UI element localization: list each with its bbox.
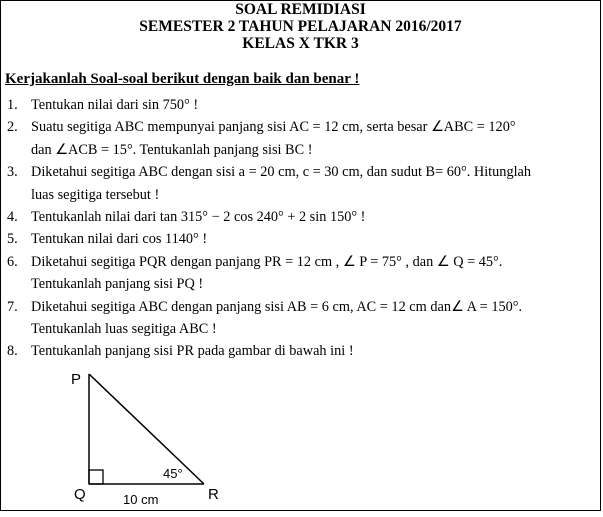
vertex-q-label: Q [74, 486, 86, 503]
question-item [5, 161, 599, 206]
question-text: Tentukanlah panjang sisi PQ ! [31, 276, 204, 293]
question-number: 7. [7, 298, 18, 315]
question-text: Tentukanlah panjang sisi PR pada gambar di bawah ini ! [31, 343, 354, 360]
vertex-r-label: R [208, 486, 219, 503]
title: SOAL REMIDIASI [235, 1, 366, 18]
question-item [5, 206, 599, 228]
question-text: Tentukan nilai dari cos 1140° ! [31, 231, 208, 248]
question-item [5, 228, 599, 250]
question-number: 4. [7, 209, 18, 226]
question-item [5, 340, 599, 362]
side-pr [89, 374, 204, 484]
question-list [5, 94, 599, 363]
question-text: dan ∠ACB = 15°. Tentukanlah panjang sisi BC ! [31, 141, 313, 158]
right-angle-mark [89, 470, 103, 484]
question-item [5, 116, 599, 161]
question-item [5, 296, 599, 341]
semester: SEMESTER 2 TAHUN PELAJARAN 2016/2017 [139, 18, 462, 35]
instruction: Kerjakanlah Soal-soal berikut dengan baik dan benar ! [5, 71, 360, 87]
question-text: Diketahui segitiga ABC dengan sisi a = 20 cm, c = 30 cm, dan sudut B= 60°. Hitunglah [31, 164, 532, 181]
question-text: Tentukanlah nilai dari tan 315° − 2 cos 240° + 2 sin 150° ! [31, 209, 366, 226]
triangle-figure [69, 366, 239, 512]
question-text: Diketahui segitiga ABC dengan panjang sisi AB = 6 cm, AC = 12 cm dan∠ A = 150°. [31, 298, 523, 315]
vertex-p-label: P [71, 371, 82, 388]
question-item [5, 251, 599, 296]
question-number: 2. [7, 119, 18, 136]
header [1, 1, 600, 52]
question-item [5, 94, 599, 116]
side-qr-label: 10 cm [123, 492, 159, 507]
angle-r-label: 45° [163, 466, 183, 481]
question-text: Tentukan nilai dari sin 750° ! [31, 97, 199, 113]
question-text: luas segitiga tersebut ! [31, 186, 160, 203]
question-text: Diketahui segitiga PQR dengan panjang PR = 12 cm , ∠ P = 75° , dan ∠ Q = 45°. [31, 253, 503, 270]
question-number: 8. [7, 343, 18, 360]
question-number: 1. [7, 97, 18, 113]
question-text: Suatu segitiga ABC mempunyai panjang sisi AC = 12 cm, serta besar ∠ABC = 120° [31, 119, 516, 136]
question-number: 6. [7, 253, 18, 270]
question-number: 5. [7, 231, 18, 248]
question-number: 3. [7, 164, 18, 181]
question-text: Tentukanlah luas segitiga ABC ! [31, 321, 217, 338]
class-name: KELAS X TKR 3 [242, 35, 359, 52]
